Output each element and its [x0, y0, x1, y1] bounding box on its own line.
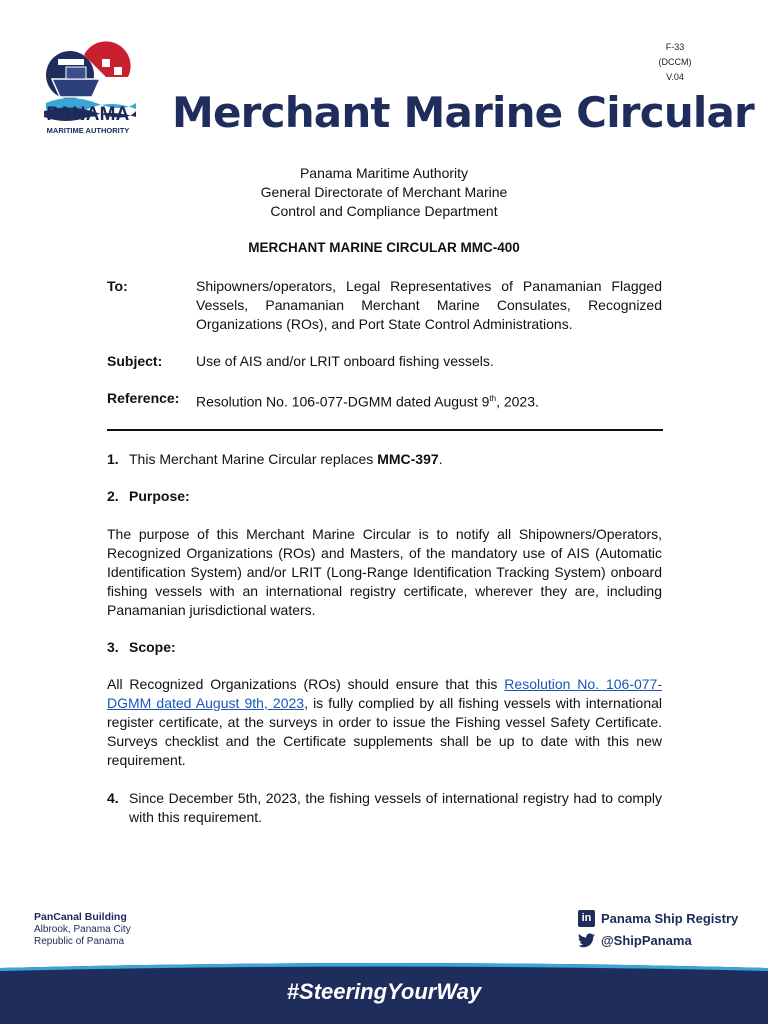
- reference-label: Reference:: [107, 390, 180, 406]
- logo-subtitle: MARITIME AUTHORITY: [46, 126, 130, 135]
- hashtag-banner: #SteeringYourWay: [286, 979, 482, 1004]
- linkedin-icon: in: [578, 910, 595, 927]
- footer-address-line: Albrook, Panama City: [34, 924, 131, 935]
- footer-address: [34, 911, 131, 948]
- item-1-text: This Merchant Marine Circular replaces MMC-397.: [129, 451, 443, 467]
- to-label: To:: [107, 278, 128, 294]
- item-4-text: Since December 5th, 2023, the fishing vessels of international registry had to comply with this requirement.: [129, 790, 662, 825]
- footer-address-line: Republic of Panama: [34, 936, 125, 947]
- linkedin-link[interactable]: [578, 910, 738, 927]
- item-number: 3.: [107, 639, 119, 655]
- reference-value: Resolution No. 106-077-DGMM dated August 9th, 2023.: [196, 393, 539, 410]
- subject-value: Use of AIS and/or LRIT onboard fishing vessels.: [196, 353, 494, 369]
- item-number: 2.: [107, 488, 119, 504]
- page-title: Merchant Marine Circular: [172, 88, 754, 137]
- org-line-1: Panama Maritime Authority: [299, 165, 469, 181]
- twitter-label: @ShipPanama: [601, 933, 692, 948]
- subject-label: Subject:: [107, 353, 163, 369]
- divider: [107, 429, 663, 431]
- twitter-link[interactable]: [578, 933, 692, 948]
- item-number: 1.: [107, 451, 119, 467]
- footer-building: PanCanal Building: [34, 911, 127, 923]
- circular-title: MERCHANT MARINE CIRCULAR MMC-400: [248, 240, 520, 255]
- scope-paragraph: All Recognized Organizations (ROs) should ensure that this Resolution No. 106-077-DGMM dated August 9th, 2023, is fully complied by all fishing vessels with international register certificate, at the surveys in order to issue the Fishing vessel Safety Certificate. Surveys checklist and the Certificate supplements shall be up to date with this new requirement.: [107, 676, 663, 768]
- form-code-line: F-33: [665, 42, 685, 52]
- org-line-3: Control and Compliance Department: [270, 203, 498, 219]
- form-code-line: V.04: [666, 72, 684, 82]
- item-number: 4.: [107, 790, 119, 806]
- scope-heading: Scope:: [129, 639, 176, 655]
- org-line-2: General Directorate of Merchant Marine: [260, 184, 508, 200]
- purpose-paragraph: The purpose of this Merchant Marine Circular is to notify all Shipowners/Operators, Recognized Organizations (ROs) and Masters, of the mandatory use of AIS (Automatic Identification System) and/or LRIT (Long-Range Identification Tracking System) onboard fishing vessels with an international registry certificate, wherever they are, including Panamanian jurisdictional waters.: [107, 526, 662, 618]
- purpose-heading: Purpose:: [129, 488, 190, 504]
- twitter-icon: [578, 933, 595, 948]
- logo-wordmark: PANAMA: [46, 104, 130, 125]
- linkedin-label: Panama Ship Registry: [601, 911, 739, 926]
- resolution-link[interactable]: Resolution No. 106-077-DGMM dated August 9th, 2023: [107, 676, 662, 711]
- to-value: Shipowners/operators, Legal Representatives of Panamanian Flagged Vessels, Panamanian Merchant Marine Consulates, Recognized Organizations (ROs), and Port State Control Administrations.: [196, 278, 662, 332]
- form-code: [640, 40, 710, 85]
- form-code-line: (DCCM): [658, 57, 692, 67]
